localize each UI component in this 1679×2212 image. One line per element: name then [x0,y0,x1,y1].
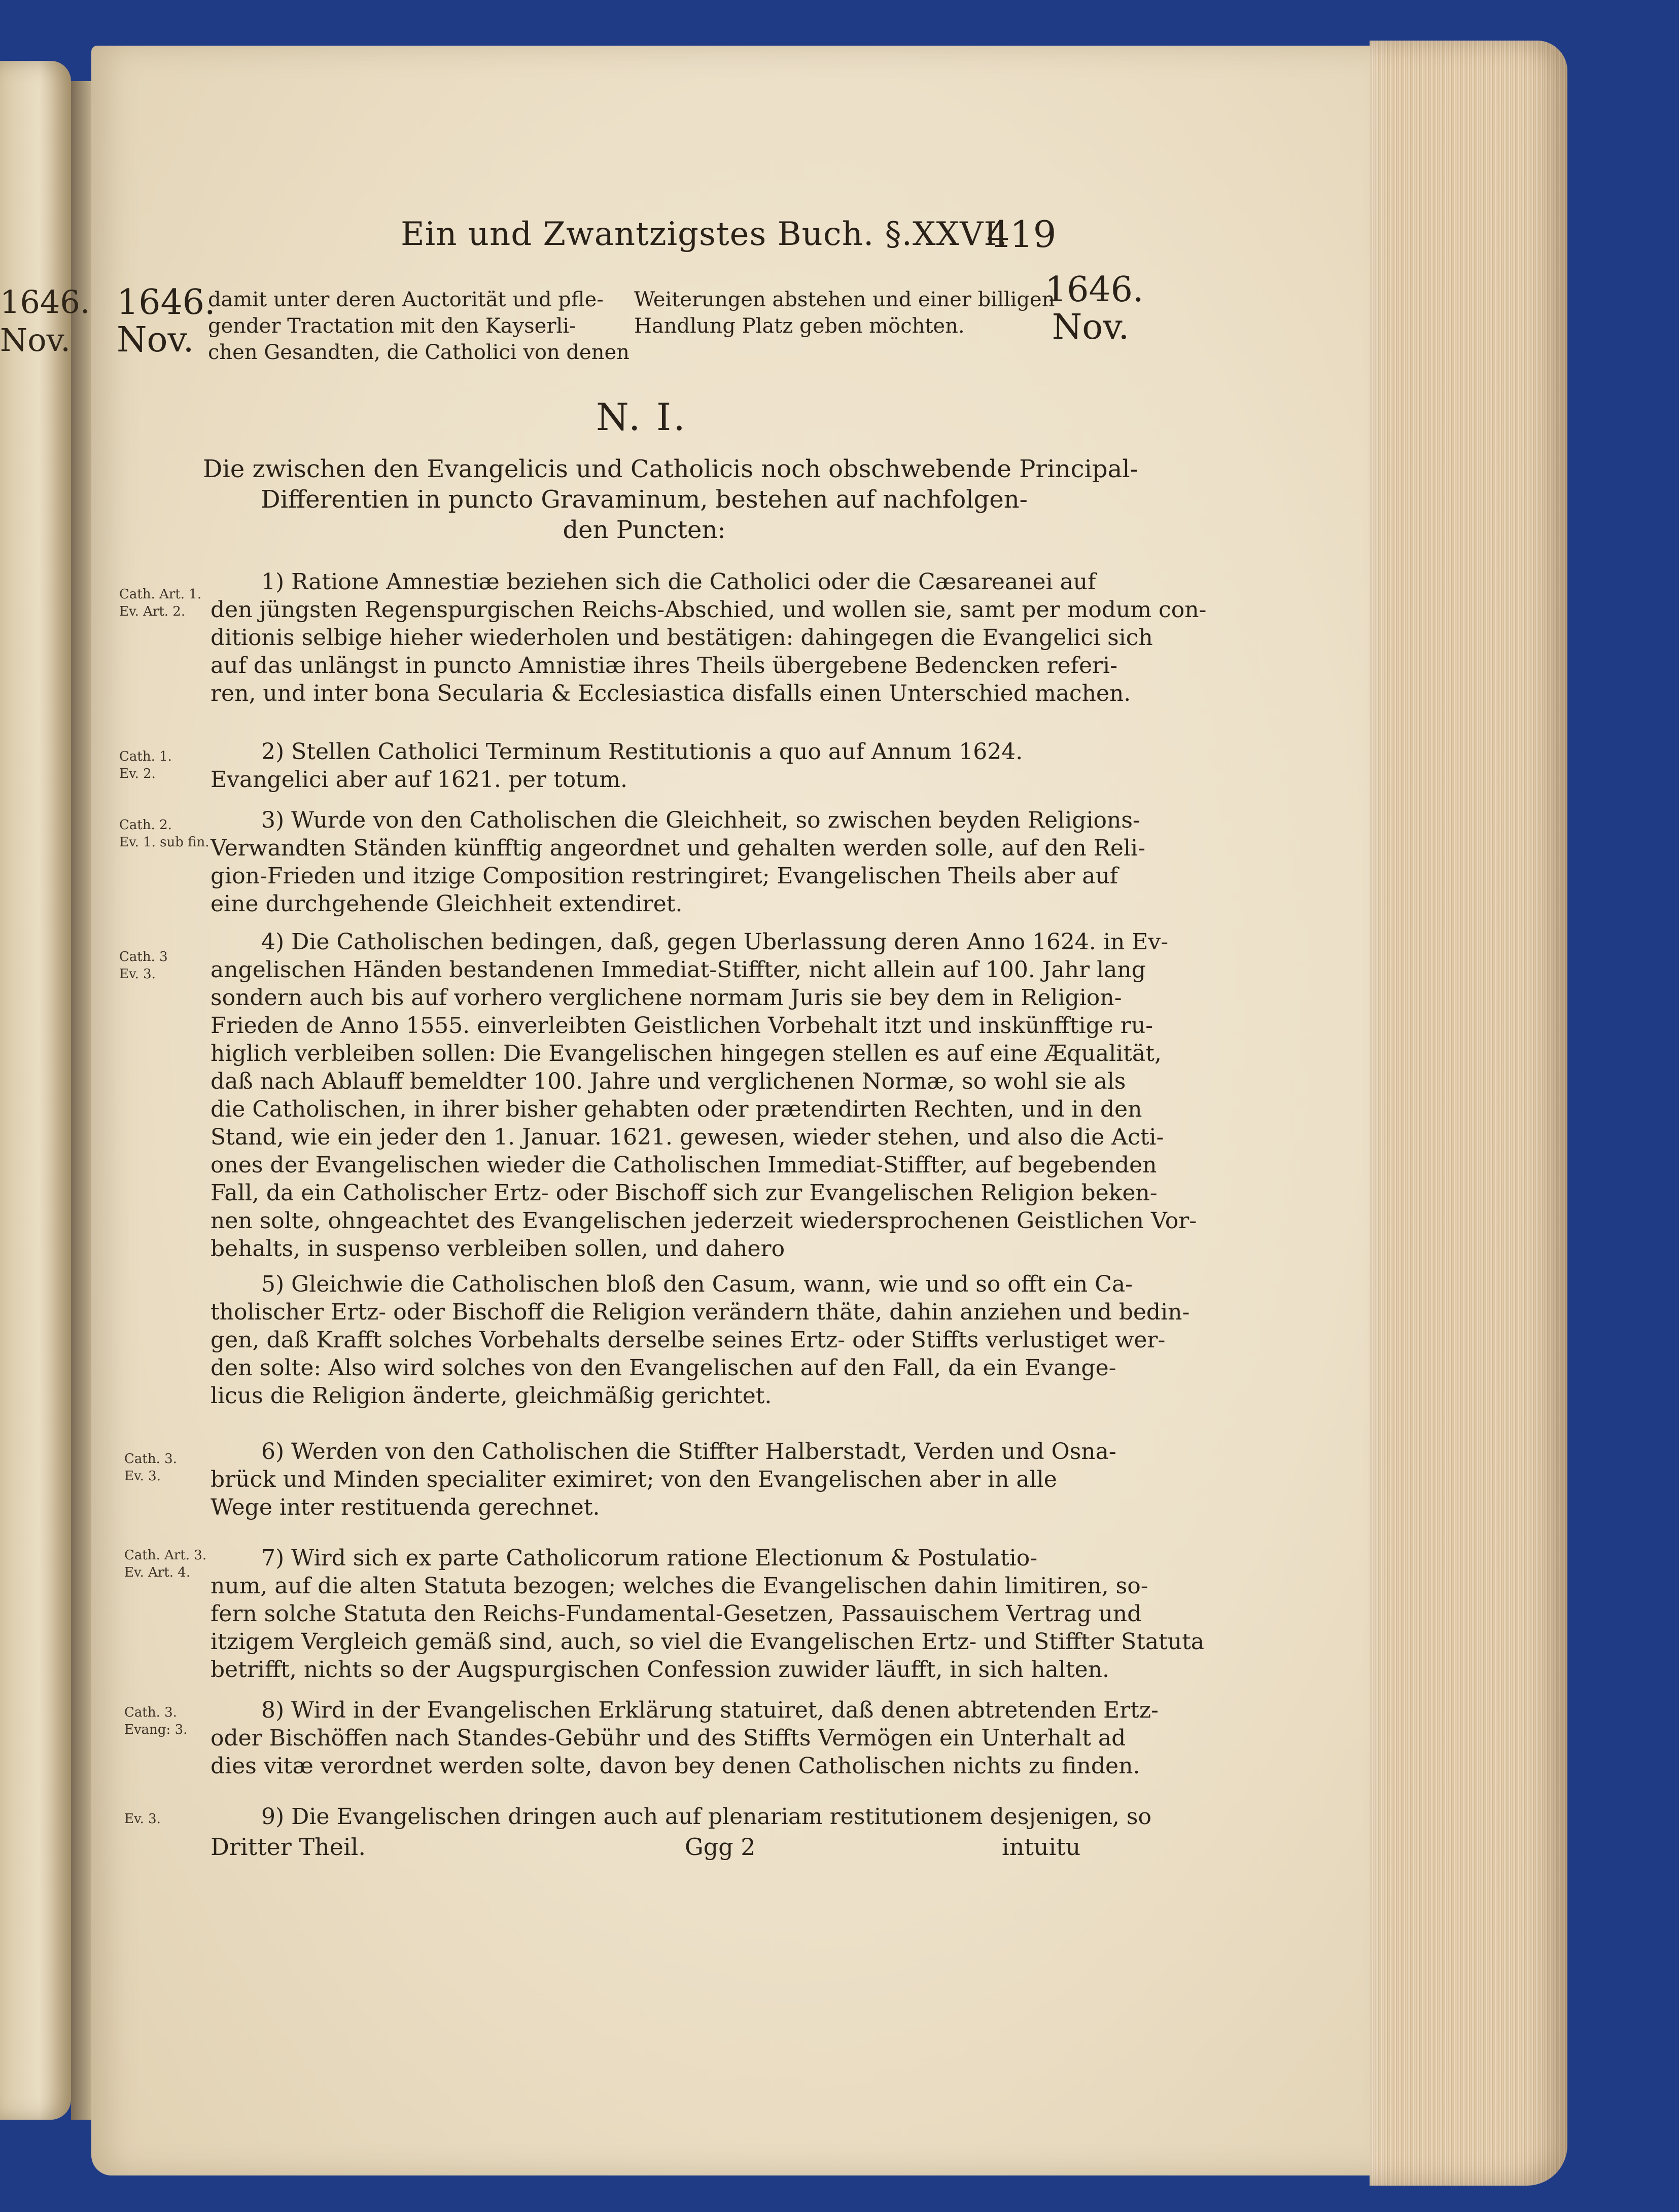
paragraph-line: licus die Religion änderte, gleichmäßig gerichtet. [211,1383,772,1409]
margin-note [124,1547,206,1581]
paragraph-line: den jüngsten Regenspurgischen Reichs-Abschied, und wollen sie, samt per modum con- [211,597,1207,623]
margin-note-line: Cath. 3. [124,1451,177,1467]
margin-note [124,1704,187,1738]
paragraph-line: dies vitæ verordnet werden solte, davon bey denen Catholischen nichts zu finden. [211,1753,1140,1779]
margin-note-line: Cath. 2. [119,817,172,833]
paragraph-line: ones der Evangelischen wieder die Catholischen Immediat-Stiffter, auf begebenden [211,1152,1157,1178]
paragraph-line: sondern auch bis auf vorhero verglichene normam Juris sie bey dem in Religion- [211,985,1122,1011]
column-line: chen Gesandten, die Catholici von denen [208,341,629,364]
margin-note [124,1450,177,1485]
margin-note-line: Cath. 3. [124,1705,177,1720]
paragraph-9 [211,1803,1151,1831]
paragraph-line: 6) Werden von den Catholischen die Stiffter Halberstadt, Verden und Osna- [261,1439,1116,1465]
paragraph-line: gion-Frieden und itzige Composition restringiret; Evangelischen Theils aber auf [211,863,1118,889]
margin-note-line: Evang: 3. [124,1722,188,1737]
catchword: intuitu [1002,1833,1081,1861]
paragraph-line: brück und Minden specialiter eximiret; von den Evangelischen aber in alle [211,1467,1057,1492]
paragraph-line: Wege inter restituenda gerechnet. [211,1494,600,1520]
margin-year-right-year: 1646. [1045,270,1144,310]
paragraph-line: tholischer Ertz- oder Bischoff die Religion verändern thäte, dahin anziehen und bedin- [211,1299,1190,1325]
heading-line: Differentien in puncto Gravaminum, bestehen auf nachfolgen- [261,485,1028,514]
paragraph-3 [211,806,1145,918]
paragraph-line: den solte: Also wird solches von den Evangelischen auf den Fall, da ein Evange- [211,1355,1116,1381]
paragraph-line: 5) Gleichwie die Catholischen bloß den Casum, wann, wie und so offt ein Ca- [261,1271,1133,1297]
previous-page-edge [0,61,71,2120]
paragraph-line: 4) Die Catholischen bedingen, daß, gegen Uberlassung deren Anno 1624. in Ev- [261,929,1169,955]
paragraph-line: betrifft, nichts so der Augspurgischen Confession zuwider läufft, in sich halten. [211,1657,1109,1683]
margin-note-line: Cath. Art. 1. [119,587,202,602]
paragraph-line: behalts, in suspenso verbleiben sollen, und dahero [211,1236,785,1262]
section-heading [203,454,1138,545]
paragraph-line: ditionis selbige hieher wiederholen und bestätigen: dahingegen die Evangelici sich [211,625,1153,651]
margin-note-line: Ev. 3. [124,1811,161,1827]
margin-year-left-month: Nov. [117,320,194,360]
column-line: gender Tractation mit den Kayserli- [208,314,576,338]
paragraph-line: num, auf die alten Statuta bezogen; welches die Evangelischen dahin limitiren, so- [211,1573,1148,1599]
paragraph-line: angelischen Händen bestandenen Immediat-Stiffter, nicht allein auf 100. Jahr lang [211,957,1146,983]
margin-note-line: Ev. Art. 2. [119,604,186,619]
top-column-left [208,287,629,366]
paragraph-line: oder Bischöffen nach Standes-Gebühr und des Stiffts Vermögen ein Unterhalt ad [211,1725,1126,1751]
paragraph-7 [211,1544,1204,1684]
margin-note-line: Cath. 1. [119,749,172,764]
running-head-title: Ein und Zwantzigstes Buch. §.XXVI. [401,216,1008,253]
page-edges [1370,41,1567,2186]
paragraph-line: Fall, da ein Catholischer Ertz- oder Bischoff sich zur Evangelischen Religion beken- [211,1180,1158,1206]
paragraph-line: die Catholischen, in ihrer bisher gehabten oder prætendirten Rechten, und in den [211,1096,1142,1122]
margin-note-line: Ev. 1. sub fin. [119,835,209,850]
paragraph-line: 7) Wird sich ex parte Catholicorum ratione Electionum & Postulatio- [261,1545,1038,1571]
paragraph-line: itzigem Vergleich gemäß sind, auch, so viel die Evangelischen Ertz- und Stiffter Statuta [211,1629,1204,1655]
margin-note-line: Ev. Art. 4. [124,1565,191,1580]
margin-year-right-month: Nov. [1052,307,1130,347]
paragraph-line: Stand, wie ein jeder den 1. Januar. 1621. gewesen, wieder stehen, und also die Acti- [211,1124,1164,1150]
signature-mark: Ggg 2 [685,1833,756,1861]
paragraph-5 [211,1270,1190,1410]
heading-line: den Puncten: [563,516,726,544]
margin-note [119,816,209,851]
paragraph-8 [211,1696,1159,1780]
paragraph-2 [211,738,1023,794]
margin-year-right [1045,270,1144,347]
margin-note-line: Cath. 3 [119,949,168,965]
footer-volume: Dritter Theil. [211,1833,366,1861]
margin-note-line: Cath. Art. 3. [124,1548,207,1563]
paragraph-line: nen solte, ohngeachtet des Evangelischen jederzeit wiedersprochenen Geistlichen Vor- [211,1208,1197,1234]
paragraph-1 [211,568,1206,707]
paragraph-line: higlich verbleiben sollen: Die Evangelischen hingegen stellen es auf eine Æqualität, [211,1041,1162,1066]
column-line: damit unter deren Auctorität und pfle- [208,288,604,311]
paragraph-4 [211,928,1197,1263]
margin-note [119,586,201,620]
paragraph-6 [211,1438,1116,1521]
margin-note [119,748,172,782]
paragraph-line: gen, daß Krafft solches Vorbehalts derselbe seines Ertz- oder Stiffts verlustiget wer- [211,1327,1166,1353]
column-line: Handlung Platz geben möchten. [634,314,965,338]
paragraph-line: eine durchgehende Gleichheit extendiret. [211,891,683,917]
paragraph-line: 2) Stellen Catholici Terminum Restitutionis a quo auf Annum 1624. [261,739,1023,765]
margin-year-left-year: 1646. [117,282,216,323]
paragraph-line: Verwandten Ständen künfftig angeordnet und gehalten werden solle, auf den Reli- [211,835,1145,861]
margin-year-left [117,282,216,360]
page-number: 419 [987,213,1057,256]
previous-page-year: 1646. [0,283,90,320]
margin-note-line: Ev. 2. [119,766,156,781]
paragraph-line: fern solche Statuta den Reichs-Fundamental-Gesetzen, Passauischem Vertrag und [211,1601,1142,1627]
margin-note-line: Ev. 3. [124,1469,161,1484]
previous-page-month: Nov. [0,322,71,359]
column-line: Weiterungen abstehen und einer billigen [634,288,1055,311]
heading-line: Die zwischen den Evangelicis und Catholicis noch obschwebende Principal- [203,455,1138,483]
paragraph-line: daß nach Ablauff bemeldter 100. Jahre und verglichenen Normæ, so wohl sie als [211,1068,1126,1094]
section-number: N. I. [596,396,687,439]
paragraph-line: 3) Wurde von den Catholischen die Gleichheit, so zwischen beyden Religions- [261,807,1140,833]
paragraph-line: Evangelici aber auf 1621. per totum. [211,767,627,793]
paragraph-line: Frieden de Anno 1555. einverleibten Geistlichen Vorbehalt itzt und inskünfftige ru- [211,1013,1153,1039]
paragraph-line: 1) Ratione Amnestiæ beziehen sich die Catholici oder die Cæsareanei auf [261,569,1096,595]
margin-note [119,948,168,983]
margin-note [124,1810,161,1828]
paragraph-line: ren, und inter bona Secularia & Ecclesiastica disfalls einen Unterschied machen. [211,681,1131,706]
top-column-right [634,287,1055,339]
paragraph-line: 9) Die Evangelischen dringen auch auf plenariam restitutionem desjenigen, so [261,1804,1151,1830]
paragraph-line: auf das unlängst in puncto Amnistiæ ihres Theils übergebene Bedencken referi- [211,653,1117,679]
paragraph-line: 8) Wird in der Evangelischen Erklärung statuiret, daß denen abtretenden Ertz- [261,1697,1159,1723]
margin-note-line: Ev. 3. [119,967,156,982]
